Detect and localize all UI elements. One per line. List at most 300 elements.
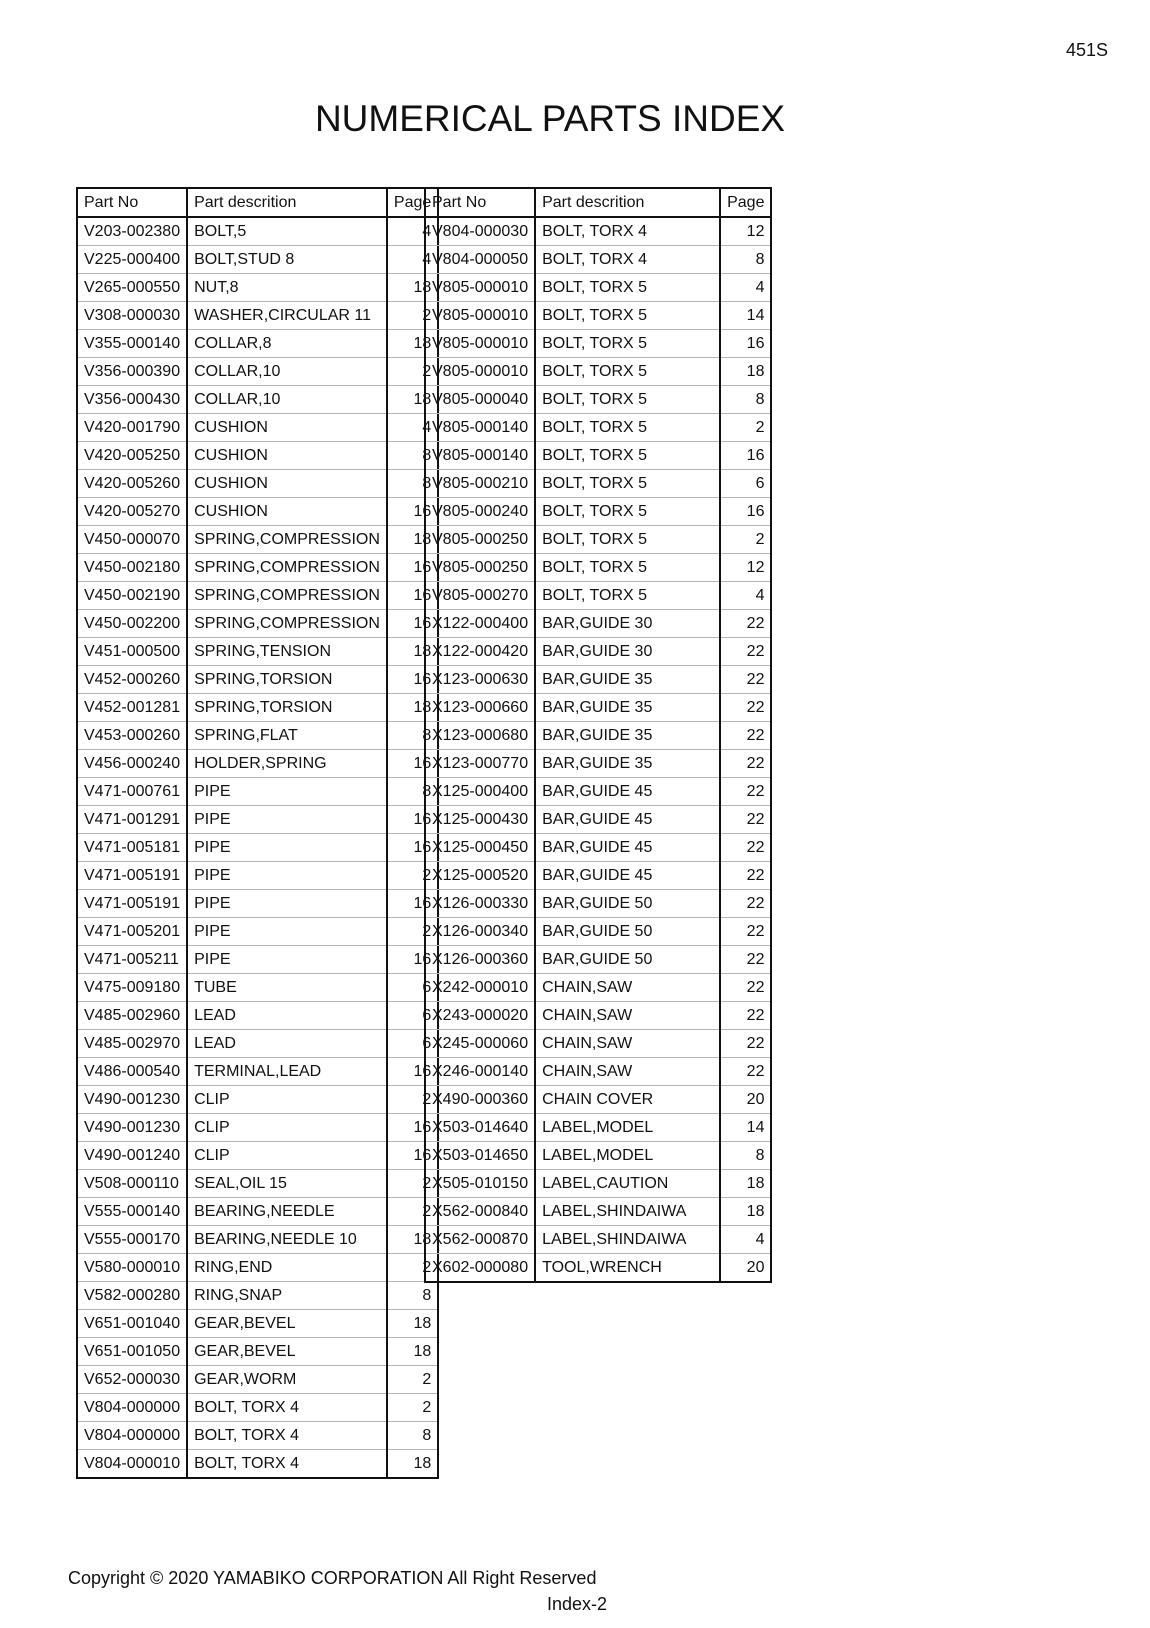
cell-page: 4 [387, 414, 438, 442]
cell-page: 22 [720, 778, 771, 806]
cell-part-no: V805-000040 [425, 386, 535, 414]
table-row [425, 694, 771, 722]
cell-page: 4 [720, 1226, 771, 1254]
cell-part-description: GEAR,WORM [187, 1366, 387, 1394]
table-row [425, 386, 771, 414]
parts-table-right [424, 187, 772, 1283]
cell-part-description: COLLAR,8 [187, 330, 387, 358]
cell-part-no: V471-005211 [77, 946, 187, 974]
cell-part-no: V805-000010 [425, 358, 535, 386]
table-row [77, 1254, 438, 1282]
table-row [425, 806, 771, 834]
cell-part-description: TOOL,WRENCH [535, 1254, 720, 1283]
cell-part-description: BAR,GUIDE 35 [535, 666, 720, 694]
cell-part-no: V485-002960 [77, 1002, 187, 1030]
cell-part-no: X602-000080 [425, 1254, 535, 1283]
table-row [425, 246, 771, 274]
cell-part-no: V450-002190 [77, 582, 187, 610]
cell-part-no: V805-000250 [425, 526, 535, 554]
cell-part-description: COLLAR,10 [187, 386, 387, 414]
cell-part-description: BAR,GUIDE 30 [535, 638, 720, 666]
cell-part-description: SEAL,OIL 15 [187, 1170, 387, 1198]
table-row [425, 330, 771, 358]
cell-page: 22 [720, 806, 771, 834]
cell-part-description: BOLT, TORX 5 [535, 554, 720, 582]
cell-part-description: SPRING,COMPRESSION [187, 610, 387, 638]
cell-part-description: CHAIN,SAW [535, 1030, 720, 1058]
cell-page: 12 [720, 217, 771, 246]
cell-part-no: V652-000030 [77, 1366, 187, 1394]
cell-part-description: BOLT, TORX 5 [535, 582, 720, 610]
cell-page: 16 [387, 890, 438, 918]
table-row [77, 946, 438, 974]
cell-part-description: BOLT, TORX 5 [535, 358, 720, 386]
cell-part-no: V651-001050 [77, 1338, 187, 1366]
table-row [425, 638, 771, 666]
table-row [425, 470, 771, 498]
cell-page: 18 [387, 526, 438, 554]
cell-part-description: PIPE [187, 918, 387, 946]
cell-page: 2 [387, 1394, 438, 1422]
cell-part-no: V420-005270 [77, 498, 187, 526]
table-body-right [425, 217, 771, 1282]
cell-part-description: CUSHION [187, 414, 387, 442]
table-row [77, 330, 438, 358]
cell-page: 16 [387, 666, 438, 694]
cell-page: 22 [720, 946, 771, 974]
cell-page: 6 [387, 1002, 438, 1030]
cell-part-no: V356-000430 [77, 386, 187, 414]
table-row [77, 890, 438, 918]
cell-part-no: X243-000020 [425, 1002, 535, 1030]
table-row [77, 414, 438, 442]
cell-part-description: BOLT, TORX 5 [535, 274, 720, 302]
cell-part-description: GEAR,BEVEL [187, 1310, 387, 1338]
table-row [77, 582, 438, 610]
cell-page: 22 [720, 666, 771, 694]
cell-page: 16 [387, 1142, 438, 1170]
page-number: Index-2 [547, 1594, 608, 1614]
cell-part-description: BOLT, TORX 4 [187, 1450, 387, 1479]
cell-part-no: X562-000840 [425, 1198, 535, 1226]
table-row [77, 1338, 438, 1366]
cell-page: 18 [387, 1338, 438, 1366]
cell-page: 4 [720, 274, 771, 302]
cell-page: 18 [387, 1310, 438, 1338]
cell-page: 16 [387, 750, 438, 778]
cell-page: 8 [387, 778, 438, 806]
cell-page: 22 [720, 722, 771, 750]
cell-page: 8 [387, 1422, 438, 1450]
cell-part-description: SPRING,TORSION [187, 694, 387, 722]
cell-page: 8 [387, 470, 438, 498]
table-row [425, 1226, 771, 1254]
cell-page: 4 [387, 217, 438, 246]
table-row [77, 1086, 438, 1114]
cell-page: 4 [720, 582, 771, 610]
table-row [77, 386, 438, 414]
cell-part-description: CLIP [187, 1086, 387, 1114]
cell-part-description: BOLT, TORX 5 [535, 526, 720, 554]
table-row [425, 1030, 771, 1058]
table-row [77, 1114, 438, 1142]
cell-page: 2 [720, 414, 771, 442]
table-row [77, 358, 438, 386]
cell-page: 22 [720, 694, 771, 722]
cell-part-description: PIPE [187, 778, 387, 806]
cell-part-no: X246-000140 [425, 1058, 535, 1086]
cell-part-description: BAR,GUIDE 45 [535, 862, 720, 890]
cell-part-description: BAR,GUIDE 35 [535, 722, 720, 750]
cell-part-no: X123-000630 [425, 666, 535, 694]
table-row [77, 1310, 438, 1338]
cell-page: 8 [387, 722, 438, 750]
table-row [77, 778, 438, 806]
cell-part-no: V804-000000 [77, 1394, 187, 1422]
cell-part-description: CLIP [187, 1114, 387, 1142]
cell-part-no: X126-000360 [425, 946, 535, 974]
col-header-page: Page [720, 188, 771, 217]
cell-part-description: LEAD [187, 1002, 387, 1030]
cell-part-no: X242-000010 [425, 974, 535, 1002]
cell-page: 2 [387, 862, 438, 890]
cell-part-description: LEAD [187, 1030, 387, 1058]
cell-part-description: BEARING,NEEDLE [187, 1198, 387, 1226]
cell-part-description: LABEL,SHINDAIWA [535, 1198, 720, 1226]
cell-page: 18 [387, 386, 438, 414]
cell-part-no: X125-000450 [425, 834, 535, 862]
cell-page: 2 [387, 1198, 438, 1226]
table-row [425, 526, 771, 554]
cell-part-no: V452-000260 [77, 666, 187, 694]
cell-page: 20 [746, 1258, 765, 1276]
cell-page: 16 [387, 946, 438, 974]
cell-part-no: V471-000761 [77, 778, 187, 806]
table-row [425, 498, 771, 526]
table-row [77, 1030, 438, 1058]
cell-part-no: V420-005250 [77, 442, 187, 470]
cell-page: 22 [720, 750, 771, 778]
table-row [77, 302, 438, 330]
cell-part-description: PIPE [187, 862, 387, 890]
cell-part-description: LABEL,CAUTION [535, 1170, 720, 1198]
cell-page: 6 [387, 974, 438, 1002]
cell-part-no: V805-000270 [425, 582, 535, 610]
cell-part-no: V355-000140 [77, 330, 187, 358]
table-row [77, 1366, 438, 1394]
cell-part-no: X505-010150 [425, 1170, 535, 1198]
table-row [77, 217, 438, 246]
cell-part-no: V471-005181 [77, 834, 187, 862]
cell-part-no: V265-000550 [77, 274, 187, 302]
cell-part-no: X245-000060 [425, 1030, 535, 1058]
cell-page: 22 [720, 834, 771, 862]
table-row [425, 1142, 771, 1170]
cell-part-no: V805-000010 [425, 330, 535, 358]
cell-page: 18 [720, 358, 771, 386]
cell-page: 18 [720, 1198, 771, 1226]
table-row [77, 1422, 438, 1450]
table-row [77, 1282, 438, 1310]
cell-part-no: V471-005201 [77, 918, 187, 946]
table-row [425, 750, 771, 778]
cell-part-description: PIPE [187, 806, 387, 834]
cell-part-description: BOLT, TORX 4 [187, 1422, 387, 1450]
table-row [77, 1394, 438, 1422]
cell-part-no: V582-000280 [77, 1282, 187, 1310]
cell-part-no: V203-002380 [77, 217, 187, 246]
table-row [77, 274, 438, 302]
cell-part-description: BOLT,5 [187, 217, 387, 246]
cell-part-description: BEARING,NEEDLE 10 [187, 1226, 387, 1254]
cell-page: 16 [387, 554, 438, 582]
table-row [425, 974, 771, 1002]
cell-page: 22 [720, 1030, 771, 1058]
cell-part-description: BOLT, TORX 5 [535, 470, 720, 498]
cell-part-no: V471-005191 [77, 862, 187, 890]
copyright-text: Copyright © 2020 YAMABIKO CORPORATION All Right Reserved [68, 1568, 597, 1588]
table-row [425, 610, 771, 638]
cell-page: 2 [387, 302, 438, 330]
cell-page: 14 [720, 302, 771, 330]
cell-page: 18 [387, 638, 438, 666]
table-row [77, 246, 438, 274]
cell-part-description: BAR,GUIDE 35 [535, 694, 720, 722]
cell-part-no: X125-000430 [425, 806, 535, 834]
cell-part-description: RING,SNAP [187, 1282, 387, 1310]
cell-part-description: CUSHION [187, 498, 387, 526]
table-row [77, 806, 438, 834]
col-header-page: Page [387, 188, 438, 217]
cell-page: 2 [387, 358, 438, 386]
cell-part-description: BAR,GUIDE 50 [535, 890, 720, 918]
cell-part-no: V450-002180 [77, 554, 187, 582]
model-number: 451S [1065, 40, 1108, 60]
col-header-part-description: Part descrition [535, 188, 720, 217]
cell-part-no: V420-001790 [77, 414, 187, 442]
cell-page: 18 [720, 1170, 771, 1198]
table-row [77, 1198, 438, 1226]
cell-page: 22 [720, 862, 771, 890]
cell-part-no: X123-000660 [425, 694, 535, 722]
cell-part-description: BAR,GUIDE 50 [535, 946, 720, 974]
cell-page: 6 [387, 1030, 438, 1058]
cell-part-no: V471-001291 [77, 806, 187, 834]
cell-part-no: V805-000240 [425, 498, 535, 526]
cell-page: 16 [720, 498, 771, 526]
cell-part-no: V805-000140 [425, 414, 535, 442]
table-row [77, 722, 438, 750]
table-row [77, 694, 438, 722]
cell-part-description: NUT,8 [187, 274, 387, 302]
cell-part-description: BOLT, TORX 5 [535, 498, 720, 526]
cell-part-no: V490-001230 [77, 1086, 187, 1114]
cell-part-no: V471-005191 [77, 890, 187, 918]
table-row [77, 834, 438, 862]
table-row [425, 358, 771, 386]
table-row [425, 217, 771, 246]
col-header-part-no: Part No [425, 188, 535, 217]
cell-page: 8 [720, 1142, 771, 1170]
cell-part-description: LABEL,MODEL [535, 1114, 720, 1142]
table-row [77, 1170, 438, 1198]
table-row [77, 974, 438, 1002]
cell-part-no: V580-000010 [77, 1254, 187, 1282]
parts-table-left [76, 187, 439, 1479]
cell-part-no: V804-000030 [425, 217, 535, 246]
page-title: NUMERICAL PARTS INDEX [314, 98, 786, 139]
cell-page: 16 [387, 834, 438, 862]
table-row [425, 1114, 771, 1142]
cell-part-no: V651-001040 [77, 1310, 187, 1338]
cell-part-description: CHAIN,SAW [535, 1058, 720, 1086]
cell-part-description: SPRING,FLAT [187, 722, 387, 750]
cell-part-description: LABEL,MODEL [535, 1142, 720, 1170]
table-body-left [77, 217, 438, 1478]
table-row [77, 1002, 438, 1030]
cell-part-no: X123-000770 [425, 750, 535, 778]
cell-part-no: V508-000110 [77, 1170, 187, 1198]
table-row [425, 582, 771, 610]
cell-page: 6 [720, 470, 771, 498]
cell-part-no: V805-000250 [425, 554, 535, 582]
cell-page: 18 [387, 1226, 438, 1254]
cell-part-description: TUBE [187, 974, 387, 1002]
table-row [425, 1254, 771, 1283]
cell-part-no: X562-000870 [425, 1226, 535, 1254]
table-row [425, 274, 771, 302]
cell-page: 16 [387, 582, 438, 610]
cell-page: 22 [720, 638, 771, 666]
cell-part-no: V451-000500 [77, 638, 187, 666]
cell-part-no: X122-000400 [425, 610, 535, 638]
cell-part-no: V490-001240 [77, 1142, 187, 1170]
cell-part-no: V804-000010 [77, 1450, 187, 1479]
table-row [425, 722, 771, 750]
cell-page: 2 [720, 526, 771, 554]
cell-page: 2 [387, 918, 438, 946]
cell-page: 16 [720, 442, 771, 470]
cell-part-no: V555-000170 [77, 1226, 187, 1254]
table-row [425, 1086, 771, 1114]
cell-part-no: X125-000400 [425, 778, 535, 806]
table-row [77, 442, 438, 470]
cell-part-no: V486-000540 [77, 1058, 187, 1086]
cell-part-description: SPRING,TORSION [187, 666, 387, 694]
cell-part-description: SPRING,COMPRESSION [187, 582, 387, 610]
cell-page: 16 [387, 806, 438, 834]
cell-page: 14 [720, 1114, 771, 1142]
cell-page: 8 [387, 1282, 438, 1310]
cell-part-description: BOLT, TORX 4 [535, 246, 720, 274]
cell-part-no: V804-000050 [425, 246, 535, 274]
cell-page: 22 [720, 918, 771, 946]
cell-part-description: CHAIN COVER [535, 1086, 720, 1114]
cell-part-description: RING,END [187, 1254, 387, 1282]
table-row [425, 302, 771, 330]
cell-page: 16 [720, 330, 771, 358]
cell-part-no: V485-002970 [77, 1030, 187, 1058]
cell-part-no: V225-000400 [77, 246, 187, 274]
table-row [425, 414, 771, 442]
cell-page: 18 [387, 330, 438, 358]
table-row [425, 778, 771, 806]
cell-page: 22 [720, 610, 771, 638]
cell-part-description: PIPE [187, 890, 387, 918]
cell-page: 18 [413, 1454, 432, 1472]
cell-part-description: SPRING,COMPRESSION [187, 554, 387, 582]
cell-part-description: PIPE [187, 946, 387, 974]
cell-part-description: BOLT, TORX 5 [535, 414, 720, 442]
table-header-row [425, 188, 771, 217]
table-row [425, 666, 771, 694]
cell-part-description: CHAIN,SAW [535, 974, 720, 1002]
col-header-part-no: Part No [77, 188, 187, 217]
cell-part-description: BAR,GUIDE 45 [535, 806, 720, 834]
table-row [77, 862, 438, 890]
cell-part-description: BOLT, TORX 4 [187, 1394, 387, 1422]
cell-page: 20 [720, 1086, 771, 1114]
cell-part-description: LABEL,SHINDAIWA [535, 1226, 720, 1254]
cell-part-description: BAR,GUIDE 45 [535, 778, 720, 806]
cell-part-no: X503-014650 [425, 1142, 535, 1170]
cell-part-description: BOLT, TORX 5 [535, 302, 720, 330]
table-row [425, 442, 771, 470]
cell-part-description: BOLT, TORX 4 [535, 217, 720, 246]
table-row [425, 918, 771, 946]
table-row [77, 554, 438, 582]
cell-part-description: BAR,GUIDE 35 [535, 750, 720, 778]
cell-part-no: V452-001281 [77, 694, 187, 722]
cell-part-description: BOLT, TORX 5 [535, 330, 720, 358]
table-row [77, 610, 438, 638]
table-row [77, 470, 438, 498]
cell-part-no: V356-000390 [77, 358, 187, 386]
cell-part-description: CHAIN,SAW [535, 1002, 720, 1030]
table-row [425, 946, 771, 974]
cell-page: 16 [387, 610, 438, 638]
cell-page: 18 [387, 274, 438, 302]
cell-page: 22 [720, 1058, 771, 1086]
cell-part-description: BOLT, TORX 5 [535, 442, 720, 470]
cell-part-no: X490-000360 [425, 1086, 535, 1114]
cell-part-no: X503-014640 [425, 1114, 535, 1142]
cell-part-no: V453-000260 [77, 722, 187, 750]
cell-part-description: SPRING,TENSION [187, 638, 387, 666]
cell-part-description: BAR,GUIDE 30 [535, 610, 720, 638]
cell-page: 2 [387, 1254, 438, 1282]
cell-page: 12 [720, 554, 771, 582]
cell-part-no: V555-000140 [77, 1198, 187, 1226]
cell-part-no: V420-005260 [77, 470, 187, 498]
cell-part-description: PIPE [187, 834, 387, 862]
cell-page: 8 [720, 386, 771, 414]
col-header-part-description: Part descrition [187, 188, 387, 217]
table-row [425, 1198, 771, 1226]
cell-part-no: V805-000010 [425, 274, 535, 302]
cell-part-no: V450-000070 [77, 526, 187, 554]
table-row [77, 638, 438, 666]
table-header-row [77, 188, 438, 217]
cell-part-description: COLLAR,10 [187, 358, 387, 386]
cell-part-no: V804-000000 [77, 1422, 187, 1450]
cell-part-no: V456-000240 [77, 750, 187, 778]
cell-part-no: V805-000140 [425, 442, 535, 470]
table-row [77, 526, 438, 554]
table-row [77, 1058, 438, 1086]
cell-part-description: BOLT,STUD 8 [187, 246, 387, 274]
cell-page: 22 [720, 890, 771, 918]
